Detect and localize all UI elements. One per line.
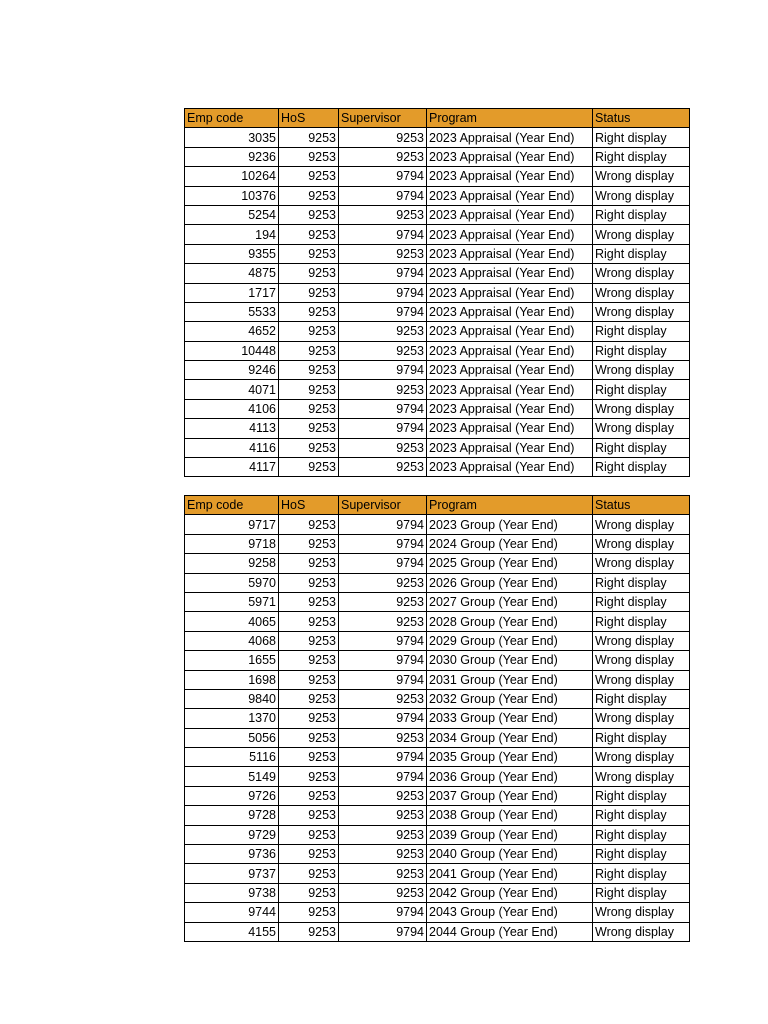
appraisal-table (184, 108, 690, 477)
cell-program: 2028 Group (Year End) (427, 612, 593, 631)
cell-status: Right display (593, 380, 690, 399)
cell-hos: 9253 (279, 592, 339, 611)
cell-status: Right display (593, 458, 690, 477)
cell-hos: 9253 (279, 573, 339, 592)
table-row (185, 244, 690, 263)
table-row (185, 534, 690, 553)
cell-emp-code: 9236 (185, 147, 279, 166)
header-emp-code: Emp code (185, 109, 279, 128)
cell-status: Wrong display (593, 264, 690, 283)
cell-emp-code: 9744 (185, 903, 279, 922)
cell-emp-code: 4071 (185, 380, 279, 399)
cell-supervisor: 9253 (339, 147, 427, 166)
cell-emp-code: 4106 (185, 399, 279, 418)
cell-supervisor: 9794 (339, 651, 427, 670)
cell-supervisor: 9253 (339, 341, 427, 360)
cell-hos: 9253 (279, 244, 339, 263)
header-hos: HoS (279, 109, 339, 128)
table-body (185, 128, 690, 477)
table-row (185, 806, 690, 825)
cell-supervisor: 9794 (339, 903, 427, 922)
cell-emp-code: 9728 (185, 806, 279, 825)
table-row (185, 438, 690, 457)
cell-supervisor: 9794 (339, 515, 427, 534)
cell-hos: 9253 (279, 825, 339, 844)
cell-program: 2023 Appraisal (Year End) (427, 167, 593, 186)
cell-emp-code: 5970 (185, 573, 279, 592)
cell-program: 2023 Appraisal (Year End) (427, 244, 593, 263)
cell-hos: 9253 (279, 903, 339, 922)
cell-emp-code: 4116 (185, 438, 279, 457)
cell-hos: 9253 (279, 883, 339, 902)
table-row (185, 458, 690, 477)
cell-hos: 9253 (279, 767, 339, 786)
cell-program: 2023 Appraisal (Year End) (427, 264, 593, 283)
cell-supervisor: 9794 (339, 534, 427, 553)
cell-program: 2029 Group (Year End) (427, 631, 593, 650)
table-row (185, 748, 690, 767)
cell-supervisor: 9794 (339, 264, 427, 283)
cell-supervisor: 9794 (339, 670, 427, 689)
cell-status: Wrong display (593, 554, 690, 573)
table-row (185, 361, 690, 380)
table-row (185, 709, 690, 728)
cell-program: 2041 Group (Year End) (427, 864, 593, 883)
table-row (185, 554, 690, 573)
cell-program: 2023 Appraisal (Year End) (427, 283, 593, 302)
cell-supervisor: 9794 (339, 709, 427, 728)
table-row (185, 922, 690, 941)
cell-emp-code: 4065 (185, 612, 279, 631)
cell-supervisor: 9253 (339, 458, 427, 477)
cell-status: Wrong display (593, 399, 690, 418)
cell-emp-code: 5056 (185, 728, 279, 747)
cell-supervisor: 9794 (339, 922, 427, 941)
cell-supervisor: 9794 (339, 167, 427, 186)
table-row (185, 767, 690, 786)
cell-program: 2032 Group (Year End) (427, 689, 593, 708)
cell-emp-code: 1717 (185, 283, 279, 302)
cell-supervisor: 9253 (339, 128, 427, 147)
cell-hos: 9253 (279, 302, 339, 321)
header-emp-code: Emp code (185, 496, 279, 515)
cell-status: Right display (593, 883, 690, 902)
cell-status: Wrong display (593, 709, 690, 728)
table-row (185, 883, 690, 902)
cell-emp-code: 10376 (185, 186, 279, 205)
cell-program: 2043 Group (Year End) (427, 903, 593, 922)
cell-program: 2042 Group (Year End) (427, 883, 593, 902)
cell-status: Right display (593, 341, 690, 360)
cell-emp-code: 9258 (185, 554, 279, 573)
cell-supervisor: 9253 (339, 786, 427, 805)
cell-supervisor: 9253 (339, 864, 427, 883)
cell-emp-code: 10264 (185, 167, 279, 186)
table-row (185, 786, 690, 805)
cell-supervisor: 9253 (339, 728, 427, 747)
cell-emp-code: 4113 (185, 419, 279, 438)
cell-program: 2023 Appraisal (Year End) (427, 225, 593, 244)
cell-supervisor: 9253 (339, 612, 427, 631)
cell-supervisor: 9253 (339, 380, 427, 399)
cell-program: 2039 Group (Year End) (427, 825, 593, 844)
cell-hos: 9253 (279, 709, 339, 728)
cell-program: 2031 Group (Year End) (427, 670, 593, 689)
table-row (185, 322, 690, 341)
cell-emp-code: 4117 (185, 458, 279, 477)
cell-hos: 9253 (279, 515, 339, 534)
cell-program: 2023 Appraisal (Year End) (427, 458, 593, 477)
cell-status: Right display (593, 322, 690, 341)
cell-program: 2023 Appraisal (Year End) (427, 361, 593, 380)
cell-status: Wrong display (593, 670, 690, 689)
cell-hos: 9253 (279, 283, 339, 302)
table-row (185, 419, 690, 438)
cell-hos: 9253 (279, 554, 339, 573)
header-supervisor: Supervisor (339, 109, 427, 128)
table-row (185, 167, 690, 186)
cell-emp-code: 5149 (185, 767, 279, 786)
cell-status: Wrong display (593, 419, 690, 438)
cell-emp-code: 9738 (185, 883, 279, 902)
cell-program: 2023 Appraisal (Year End) (427, 380, 593, 399)
table-row (185, 689, 690, 708)
cell-hos: 9253 (279, 380, 339, 399)
cell-supervisor: 9253 (339, 806, 427, 825)
cell-emp-code: 9246 (185, 361, 279, 380)
cell-hos: 9253 (279, 205, 339, 224)
cell-emp-code: 9840 (185, 689, 279, 708)
table-row (185, 592, 690, 611)
cell-supervisor: 9253 (339, 883, 427, 902)
cell-program: 2023 Appraisal (Year End) (427, 205, 593, 224)
table-row (185, 728, 690, 747)
header-supervisor: Supervisor (339, 496, 427, 515)
cell-hos: 9253 (279, 612, 339, 631)
cell-emp-code: 9737 (185, 864, 279, 883)
cell-hos: 9253 (279, 631, 339, 650)
table-row (185, 651, 690, 670)
cell-status: Right display (593, 689, 690, 708)
cell-program: 2033 Group (Year End) (427, 709, 593, 728)
cell-status: Right display (593, 806, 690, 825)
table-row (185, 825, 690, 844)
cell-supervisor: 9253 (339, 845, 427, 864)
cell-status: Right display (593, 244, 690, 263)
cell-emp-code: 9718 (185, 534, 279, 553)
cell-status: Right display (593, 786, 690, 805)
cell-hos: 9253 (279, 419, 339, 438)
cell-emp-code: 9726 (185, 786, 279, 805)
cell-hos: 9253 (279, 786, 339, 805)
cell-status: Wrong display (593, 922, 690, 941)
cell-hos: 9253 (279, 651, 339, 670)
cell-emp-code: 3035 (185, 128, 279, 147)
cell-program: 2024 Group (Year End) (427, 534, 593, 553)
cell-program: 2035 Group (Year End) (427, 748, 593, 767)
table-row (185, 864, 690, 883)
cell-status: Right display (593, 728, 690, 747)
cell-program: 2023 Appraisal (Year End) (427, 186, 593, 205)
table-row (185, 399, 690, 418)
cell-program: 2023 Appraisal (Year End) (427, 147, 593, 166)
cell-status: Wrong display (593, 167, 690, 186)
cell-status: Right display (593, 864, 690, 883)
cell-hos: 9253 (279, 806, 339, 825)
cell-supervisor: 9253 (339, 322, 427, 341)
cell-emp-code: 4068 (185, 631, 279, 650)
cell-hos: 9253 (279, 728, 339, 747)
table-row (185, 573, 690, 592)
cell-status: Wrong display (593, 225, 690, 244)
cell-supervisor: 9794 (339, 419, 427, 438)
cell-hos: 9253 (279, 128, 339, 147)
cell-supervisor: 9794 (339, 186, 427, 205)
cell-supervisor: 9794 (339, 554, 427, 573)
table-row (185, 612, 690, 631)
cell-status: Right display (593, 438, 690, 457)
cell-emp-code: 5971 (185, 592, 279, 611)
cell-status: Wrong display (593, 283, 690, 302)
cell-supervisor: 9253 (339, 592, 427, 611)
cell-status: Wrong display (593, 515, 690, 534)
cell-status: Right display (593, 592, 690, 611)
cell-emp-code: 9717 (185, 515, 279, 534)
cell-emp-code: 4652 (185, 322, 279, 341)
cell-hos: 9253 (279, 167, 339, 186)
cell-status: Wrong display (593, 186, 690, 205)
cell-program: 2023 Appraisal (Year End) (427, 419, 593, 438)
cell-supervisor: 9794 (339, 302, 427, 321)
cell-supervisor: 9253 (339, 825, 427, 844)
table-body (185, 515, 690, 942)
cell-supervisor: 9794 (339, 631, 427, 650)
cell-emp-code: 4155 (185, 922, 279, 941)
cell-program: 2040 Group (Year End) (427, 845, 593, 864)
cell-program: 2044 Group (Year End) (427, 922, 593, 941)
table-row (185, 631, 690, 650)
cell-program: 2026 Group (Year End) (427, 573, 593, 592)
cell-program: 2027 Group (Year End) (427, 592, 593, 611)
table-row (185, 147, 690, 166)
cell-status: Wrong display (593, 651, 690, 670)
cell-hos: 9253 (279, 186, 339, 205)
cell-program: 2034 Group (Year End) (427, 728, 593, 747)
cell-program: 2037 Group (Year End) (427, 786, 593, 805)
cell-emp-code: 5116 (185, 748, 279, 767)
cell-hos: 9253 (279, 670, 339, 689)
cell-hos: 9253 (279, 264, 339, 283)
cell-status: Right display (593, 573, 690, 592)
table-row (185, 283, 690, 302)
cell-hos: 9253 (279, 361, 339, 380)
cell-supervisor: 9794 (339, 767, 427, 786)
table-row (185, 186, 690, 205)
cell-supervisor: 9253 (339, 205, 427, 224)
cell-emp-code: 5254 (185, 205, 279, 224)
header-program: Program (427, 496, 593, 515)
cell-emp-code: 1370 (185, 709, 279, 728)
table-row (185, 903, 690, 922)
table-row (185, 264, 690, 283)
cell-hos: 9253 (279, 341, 339, 360)
table-row (185, 341, 690, 360)
cell-hos: 9253 (279, 458, 339, 477)
table-row (185, 380, 690, 399)
cell-supervisor: 9794 (339, 361, 427, 380)
header-program: Program (427, 109, 593, 128)
cell-status: Right display (593, 845, 690, 864)
cell-supervisor: 9794 (339, 225, 427, 244)
cell-supervisor: 9253 (339, 573, 427, 592)
cell-program: 2023 Appraisal (Year End) (427, 341, 593, 360)
cell-program: 2023 Group (Year End) (427, 515, 593, 534)
cell-hos: 9253 (279, 845, 339, 864)
cell-emp-code: 194 (185, 225, 279, 244)
header-status: Status (593, 496, 690, 515)
group-table (184, 495, 690, 942)
cell-emp-code: 4875 (185, 264, 279, 283)
cell-status: Right display (593, 205, 690, 224)
cell-status: Right display (593, 612, 690, 631)
cell-hos: 9253 (279, 147, 339, 166)
cell-program: 2023 Appraisal (Year End) (427, 438, 593, 457)
cell-emp-code: 9736 (185, 845, 279, 864)
cell-program: 2038 Group (Year End) (427, 806, 593, 825)
cell-program: 2030 Group (Year End) (427, 651, 593, 670)
cell-status: Wrong display (593, 748, 690, 767)
table-row (185, 225, 690, 244)
cell-program: 2023 Appraisal (Year End) (427, 399, 593, 418)
cell-status: Right display (593, 147, 690, 166)
cell-emp-code: 5533 (185, 302, 279, 321)
cell-status: Wrong display (593, 767, 690, 786)
cell-hos: 9253 (279, 225, 339, 244)
cell-status: Right display (593, 128, 690, 147)
cell-hos: 9253 (279, 864, 339, 883)
cell-program: 2023 Appraisal (Year End) (427, 322, 593, 341)
cell-hos: 9253 (279, 322, 339, 341)
cell-supervisor: 9253 (339, 438, 427, 457)
cell-supervisor: 9253 (339, 689, 427, 708)
cell-emp-code: 9729 (185, 825, 279, 844)
cell-status: Wrong display (593, 534, 690, 553)
cell-supervisor: 9253 (339, 244, 427, 263)
cell-hos: 9253 (279, 748, 339, 767)
cell-emp-code: 9355 (185, 244, 279, 263)
table-row (185, 515, 690, 534)
cell-supervisor: 9794 (339, 748, 427, 767)
cell-program: 2036 Group (Year End) (427, 767, 593, 786)
table-row (185, 845, 690, 864)
cell-status: Wrong display (593, 631, 690, 650)
cell-program: 2025 Group (Year End) (427, 554, 593, 573)
table-header-row (185, 496, 690, 515)
cell-emp-code: 10448 (185, 341, 279, 360)
cell-hos: 9253 (279, 534, 339, 553)
cell-status: Wrong display (593, 903, 690, 922)
cell-emp-code: 1698 (185, 670, 279, 689)
cell-status: Right display (593, 825, 690, 844)
table-row (185, 302, 690, 321)
table-row (185, 205, 690, 224)
cell-supervisor: 9794 (339, 399, 427, 418)
cell-status: Wrong display (593, 302, 690, 321)
header-hos: HoS (279, 496, 339, 515)
cell-hos: 9253 (279, 399, 339, 418)
cell-status: Wrong display (593, 361, 690, 380)
table-row (185, 128, 690, 147)
table-header-row (185, 109, 690, 128)
cell-hos: 9253 (279, 922, 339, 941)
cell-hos: 9253 (279, 689, 339, 708)
cell-supervisor: 9794 (339, 283, 427, 302)
cell-emp-code: 1655 (185, 651, 279, 670)
table-row (185, 670, 690, 689)
header-status: Status (593, 109, 690, 128)
cell-hos: 9253 (279, 438, 339, 457)
cell-program: 2023 Appraisal (Year End) (427, 302, 593, 321)
cell-program: 2023 Appraisal (Year End) (427, 128, 593, 147)
